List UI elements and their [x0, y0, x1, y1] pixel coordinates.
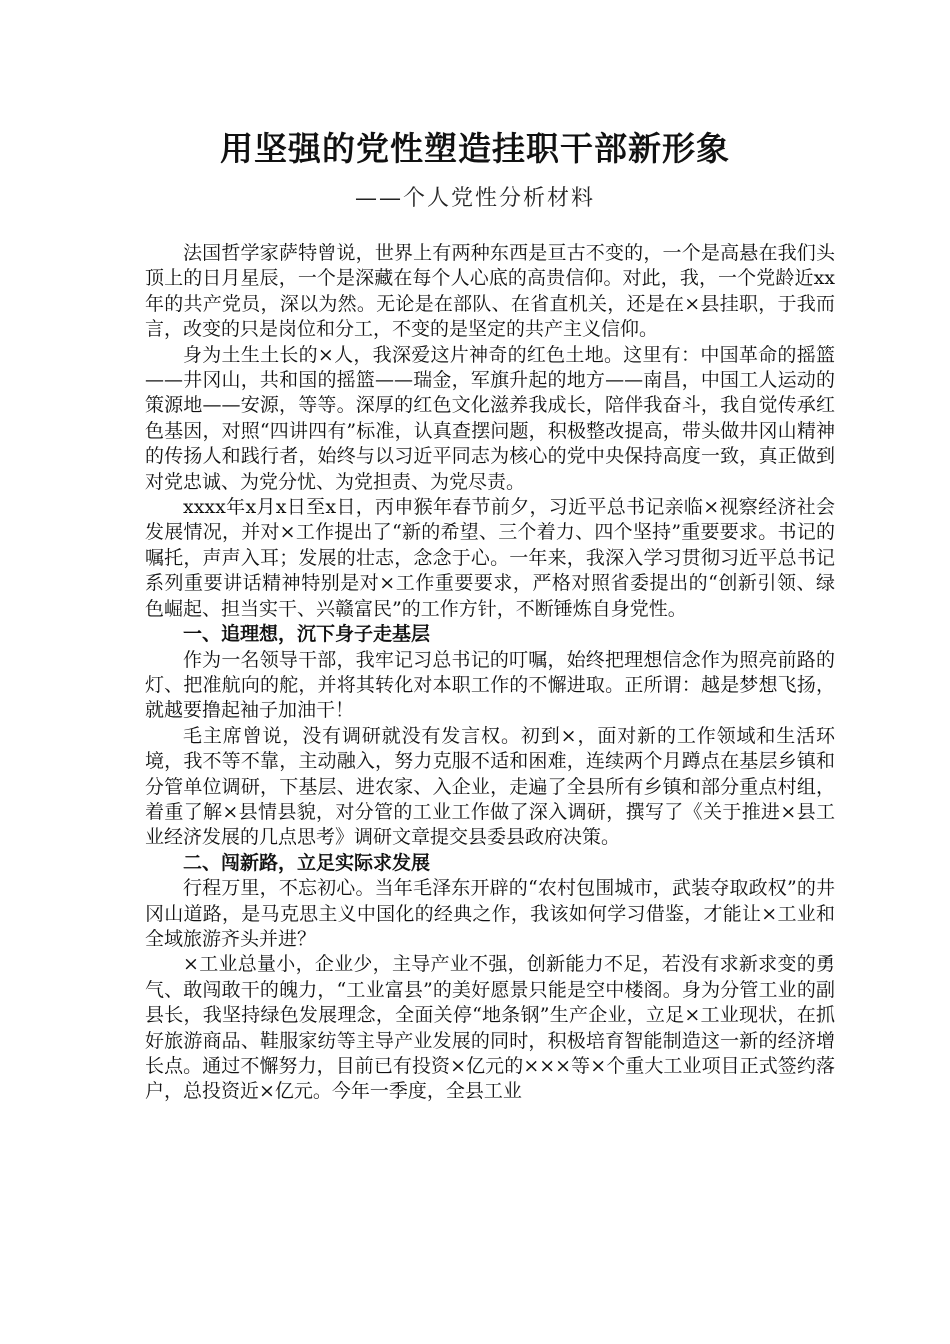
paragraph-red-land: 身为土生土长的×人，我深爱这片神奇的红色土地。这里有：中国革命的摇篮——井冈山，共和国的摇篮——瑞金，军旗升起的地方——南昌，中国工人运动的策源地——安源，等等。深厚的红色文化滋养我成长，陪伴我奋斗，我自觉传承红色基因，对照“四讲四有”标准，认真查摆问题，积极整改提高，带头做井冈山精神的传扬人和践行者，始终与以习近平同志为核心的党中央保持高度一致，真正做到对党忠诚、为党分忧、为党担责、为党尽责。: [145, 343, 835, 493]
paragraph-research: 毛主席曾说，没有调研就没有发言权。初到×，面对新的工作领域和生活环境，我不等不靠，主动融入，努力克服不适和困难，连续两个月蹲点在基层乡镇和分管单位调研，下基层、进农家、入企业，走遍了全县所有乡镇和部分重点村组，着重了解×县情县貌，对分管的工业工作做了深入调研，撰写了《关于推进×县工业经济发展的几点思考》调研文章提交县委县政府决策。: [145, 724, 835, 849]
document-title: 用坚强的党性塑造挂职干部新形象: [220, 129, 730, 168]
paragraph-industry: ×工业总量小，企业少，主导产业不强，创新能力不足，若没有求新求变的勇气、敢闯敢干的魄力，“工业富县”的美好愿景只能是空中楼阁。身为分管工业的副县长，我坚持绿色发展理念，全面关停“地条钢”生产企业，立足×工业现状，在抓好旅游商品、鞋服家纺等主导产业发展的同时，积极培育智能制造这一新的经济增长点。通过不懈努力，目前已有投资×亿元的×××等×个重大工业项目正式签约落户，总投资近×亿元。今年一季度，全县工业: [145, 953, 835, 1103]
paragraph-inspection: xxxx年x月x日至x日，丙申猴年春节前夕，习近平总书记亲临×视察经济社会发展情况，并对×工作提出了“新的希望、三个着力、四个坚持”重要要求。书记的嘱托，声声入耳；发展的壮志，念念于心。一年来，我深入学习贯彻习近平总书记系列重要讲话精神特别是对×工作重要要求，严格对照省委提出的“创新引领、绿色崛起、担当实干、兴赣富民”的工作方针，不断锤炼自身党性。: [145, 496, 835, 620]
section-heading-ideals: 一、追理想，沉下身子走基层: [183, 623, 431, 646]
paragraph-ideals: 作为一名领导干部，我牢记习总书记的叮嘱，始终把理想信念作为照亮前路的灯、把准航向的舵，并将其转化对本职工作的不懈进取。正所谓：越是梦想飞扬，就越要撸起袖子加油干！: [145, 648, 835, 722]
section-heading-new-road: 二、闯新路，立足实际求发展: [183, 851, 431, 874]
document-subtitle: ——个人党性分析材料: [354, 186, 595, 211]
paragraph-original-aspiration: 行程万里，不忘初心。当年毛泽东开辟的“农村包围城市，武装夺取政权”的井冈山道路，是马克思主义中国化的经典之作，我该如何学习借鉴，才能让×工业和全域旅游齐头并进？: [145, 877, 835, 950]
paragraph-intro-sartre: 法国哲学家萨特曾说，世界上有两种东西是亘古不变的，一个是高悬在我们头顶上的日月星辰，一个是深藏在每个人心底的高贵信仰。对此，我，一个党龄近xx年的共产党员，深以为然。无论是在部队、在省直机关，还是在×县挂职，于我而言，改变的只是岗位和分工，不变的是坚定的共产主义信仰。: [145, 242, 835, 341]
document-body: [145, 241, 835, 1105]
